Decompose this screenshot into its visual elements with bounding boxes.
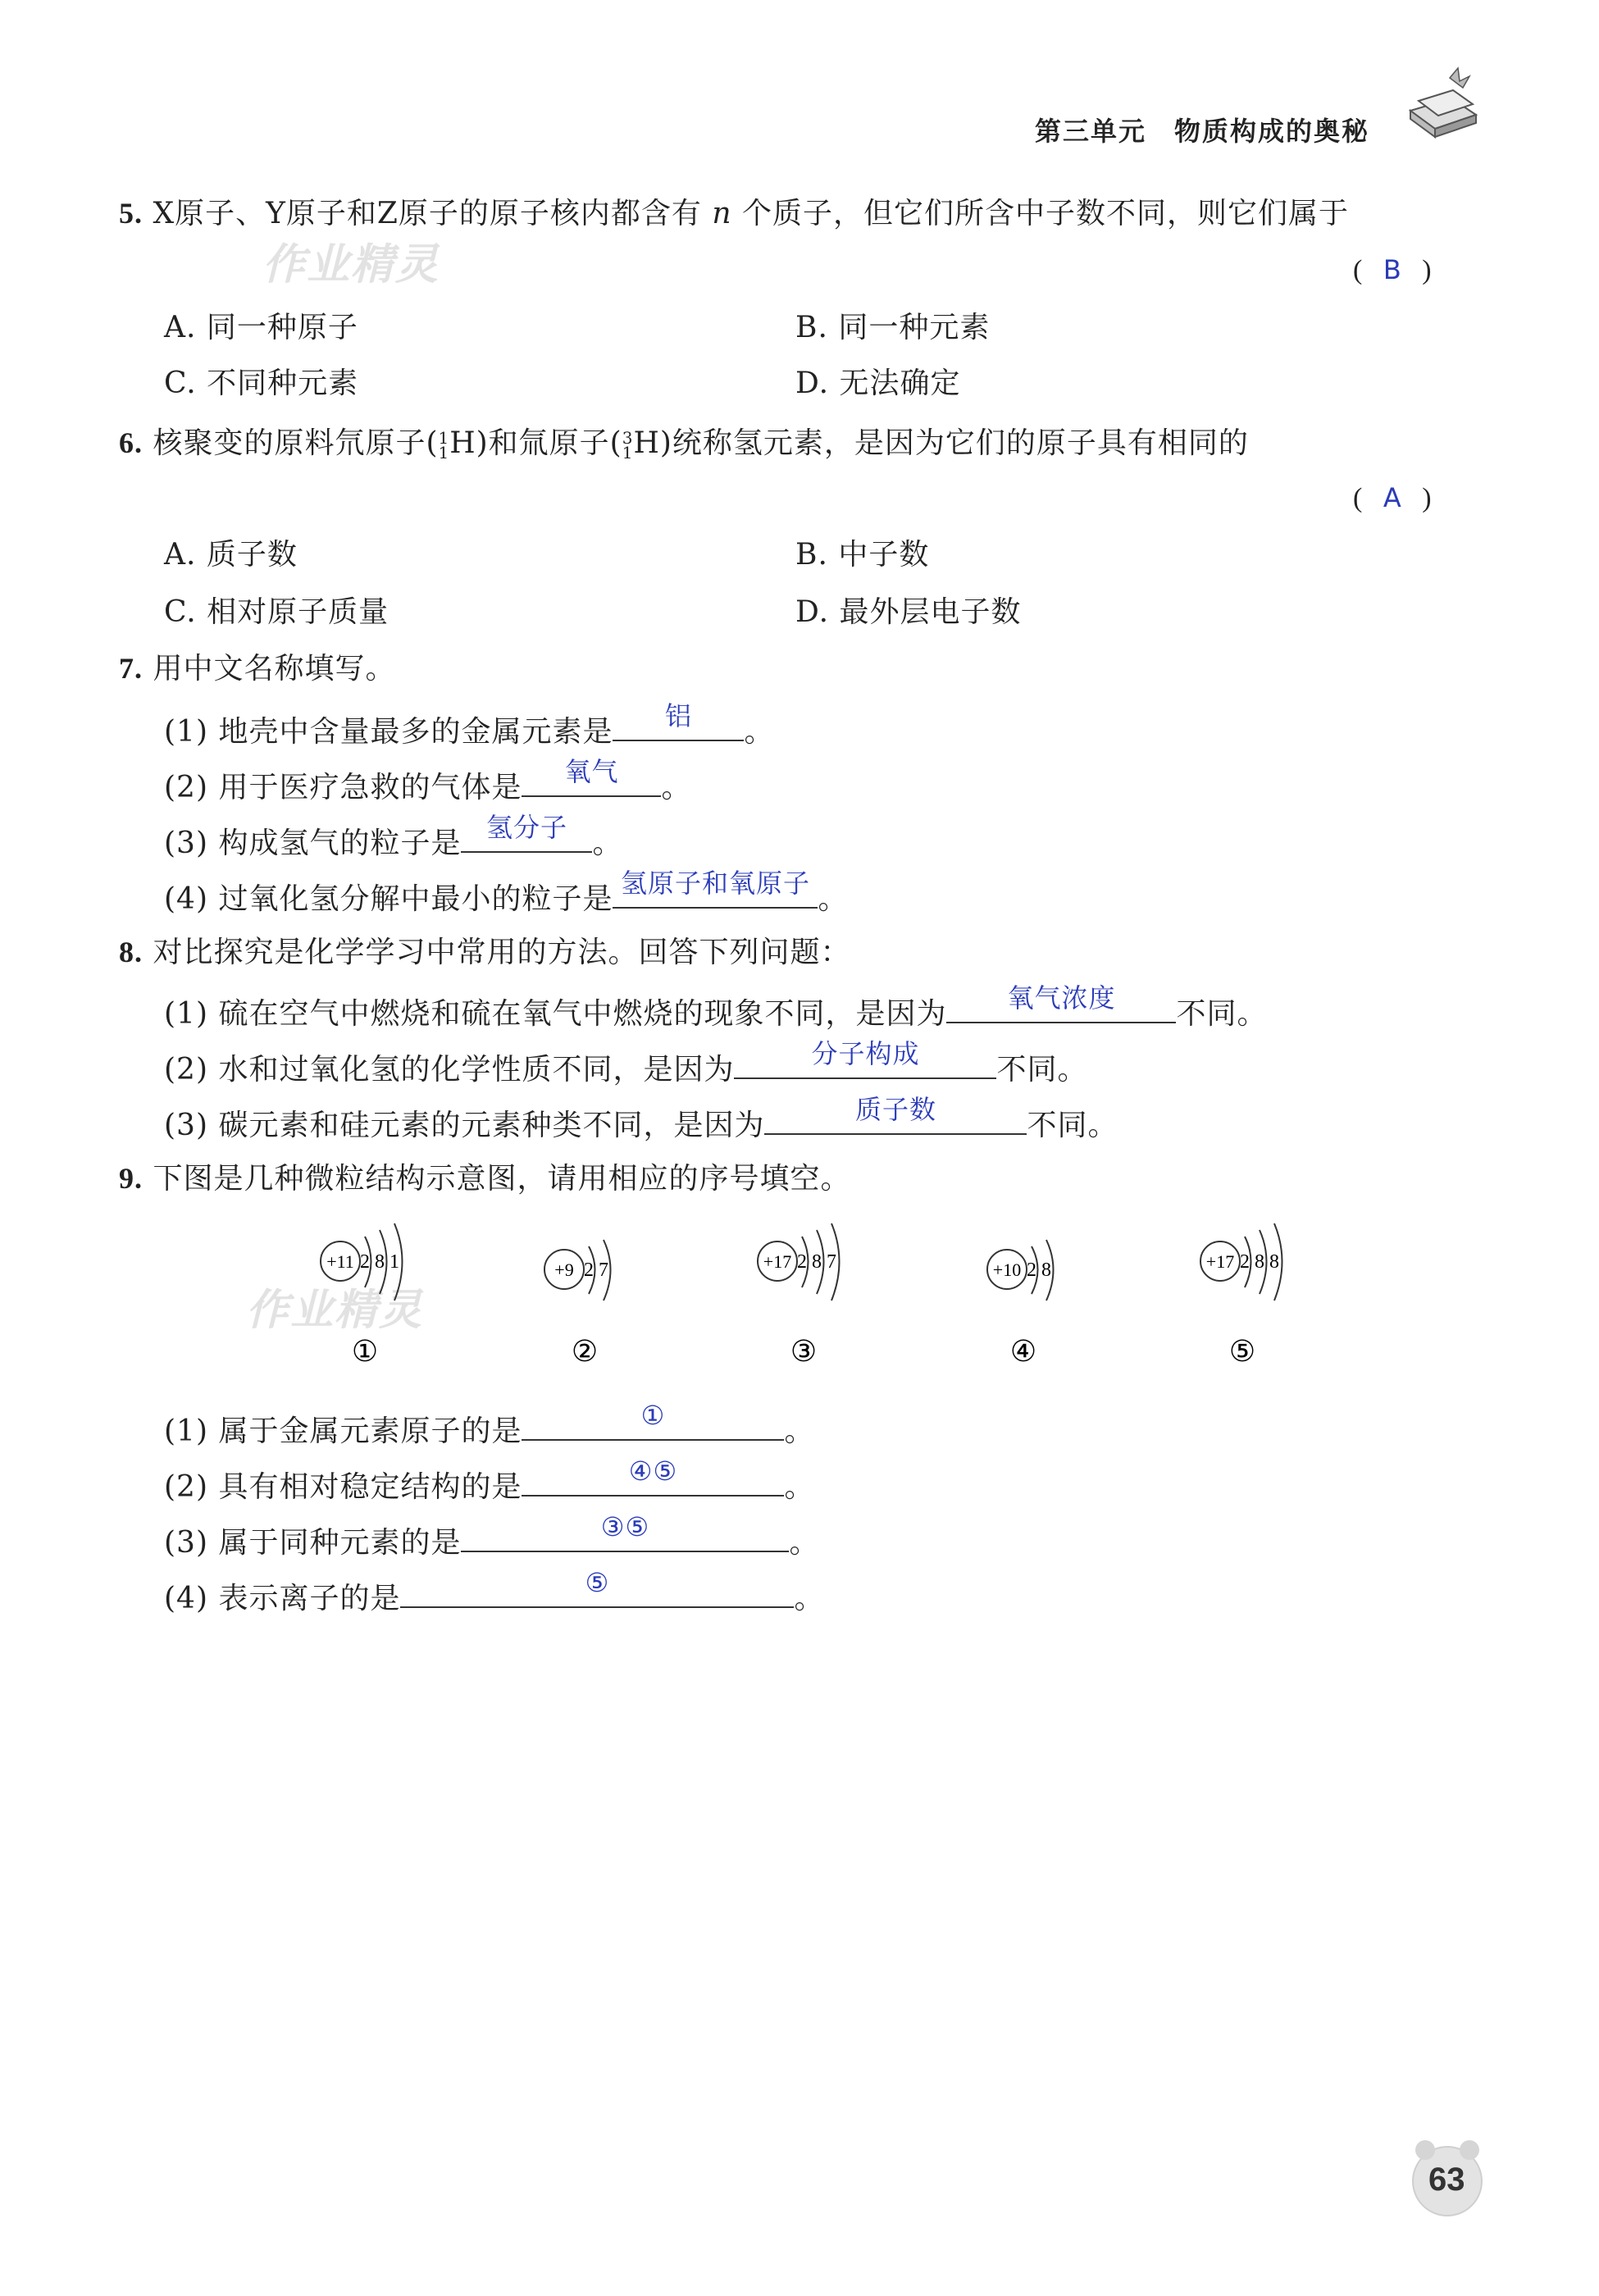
- answer-blank[interactable]: [613, 700, 744, 741]
- item-label: (3) 碳元素和硅元素的元素种类不同，是因为: [164, 1109, 765, 1142]
- handwritten-answer: 氢分子: [485, 812, 567, 843]
- fill-item: [164, 812, 623, 864]
- item-label: (2) 水和过氧化氢的化学性质不同，是因为: [164, 1053, 735, 1086]
- stem-text: 对比探究是化学学习中常用的方法。回答下列问题：: [153, 936, 851, 969]
- answer-blank[interactable]: [522, 1456, 784, 1496]
- handwritten-answer: 氧气: [564, 756, 619, 787]
- stem-text: 核聚变的原料氘原子(: [153, 426, 439, 460]
- element-symbol: H: [633, 426, 660, 460]
- running-header: 第三单元 物质构成的奥秘: [1035, 116, 1370, 147]
- answer-blank[interactable]: [461, 1511, 789, 1552]
- fill-item: [164, 1038, 1088, 1091]
- particle-structure-diagrams: [0, 1214, 1599, 1378]
- question-number: 9.: [119, 1162, 143, 1195]
- nucleus-charge: +10: [992, 1260, 1022, 1280]
- nucleus-charge: +17: [763, 1251, 792, 1272]
- question-number: 6.: [119, 426, 143, 459]
- diagram-label: ①: [351, 1335, 379, 1369]
- atomic-number: 1: [438, 443, 450, 462]
- answer-blank[interactable]: [400, 1567, 794, 1608]
- diagram-label: ④: [1009, 1335, 1037, 1369]
- atomic-number: 1: [622, 443, 634, 462]
- item-label: (1) 硫在空气中燃烧和硫在氧气中燃烧的现象不同，是因为: [164, 997, 947, 1031]
- option-a: A. 同一种原子: [164, 311, 358, 344]
- question-number: 7.: [119, 652, 143, 685]
- handwritten-answer: 氧气浓度: [1007, 982, 1116, 1014]
- handwritten-answer: A: [1383, 482, 1401, 513]
- question-8-stem: [119, 932, 850, 973]
- fill-item: [164, 756, 692, 809]
- item-end: 。: [789, 1526, 820, 1560]
- watermark-text: 作业精灵: [246, 1286, 424, 1335]
- option-d: D. 无法确定: [795, 367, 961, 400]
- handwritten-answer: ③⑤: [600, 1511, 650, 1542]
- question-5-stem: [119, 193, 1349, 235]
- watermark-text: 作业精灵: [262, 240, 440, 289]
- item-label: (1) 属于金属元素原子的是: [164, 1414, 522, 1448]
- question-6-stem: [119, 422, 1249, 464]
- stem-text: X原子、Y原子和Z原子的原子核内都含有: [153, 197, 702, 230]
- diagram-label: ⑤: [1228, 1335, 1256, 1369]
- element-symbol: H: [449, 426, 476, 460]
- item-end: 。: [818, 882, 849, 916]
- option-d: D. 最外层电子数: [795, 595, 1022, 629]
- electron-shells: 2 8 8: [1240, 1251, 1279, 1273]
- handwritten-answer: ④⑤: [628, 1456, 678, 1487]
- mass-number: 3: [622, 428, 634, 448]
- question-7-stem: [119, 648, 395, 690]
- item-end: 。: [592, 827, 623, 860]
- answer-blank[interactable]: [946, 982, 1176, 1023]
- stem-text: )和氚原子(: [476, 426, 622, 460]
- answer-blank[interactable]: [461, 812, 592, 853]
- item-label: (4) 表示离子的是: [164, 1582, 401, 1615]
- item-end: 不同。: [996, 1053, 1088, 1086]
- option-c: C. 不同种元素: [164, 367, 359, 400]
- answer-blank[interactable]: [522, 756, 661, 797]
- handwritten-answer: 分子构成: [811, 1038, 920, 1069]
- item-label: (2) 具有相对稳定结构的是: [164, 1470, 522, 1504]
- electron-shells: 2 8 1: [360, 1251, 399, 1273]
- handwritten-answer: ⑤: [585, 1567, 610, 1598]
- handwritten-answer: 铝: [664, 700, 692, 731]
- fill-item: [164, 700, 775, 753]
- item-end: 不同。: [1027, 1109, 1118, 1142]
- fill-item: [164, 868, 849, 920]
- fill-item: [164, 1456, 815, 1508]
- option-b: B. 中子数: [795, 538, 930, 572]
- item-end: 不同。: [1176, 997, 1268, 1031]
- answer-bracket: ( A ): [1353, 482, 1432, 513]
- nucleus-charge: +11: [326, 1251, 354, 1272]
- item-label: (3) 属于同种元素的是: [164, 1526, 462, 1560]
- answer-blank[interactable]: [522, 1400, 784, 1441]
- variable: n: [712, 197, 732, 230]
- handwritten-answer: 氢原子和氧原子: [620, 868, 810, 899]
- fill-item: [164, 1511, 820, 1564]
- option-a: A. 质子数: [164, 538, 298, 572]
- nucleus-charge: +17: [1205, 1251, 1235, 1272]
- answer-blank[interactable]: [613, 868, 818, 909]
- book-stack-icon: [1394, 61, 1484, 152]
- particle-diagram-1: [321, 1223, 403, 1301]
- fill-item: [164, 982, 1268, 1035]
- item-label: (2) 用于医疗急救的气体是: [164, 771, 522, 804]
- item-label: (4) 过氧化氢分解中最小的粒子是: [164, 882, 613, 916]
- answer-blank[interactable]: [764, 1094, 1027, 1135]
- electron-shells: 2 7: [584, 1260, 608, 1281]
- question-number: 8.: [119, 936, 143, 968]
- diagram-label: ③: [790, 1335, 818, 1369]
- item-label: (3) 构成氢气的粒子是: [164, 827, 462, 860]
- item-end: 。: [744, 715, 775, 749]
- answer-bracket: ( B ): [1353, 254, 1432, 285]
- item-label: (1) 地壳中含量最多的金属元素是: [164, 715, 613, 749]
- fill-item: [164, 1094, 1118, 1146]
- answer-blank[interactable]: [734, 1038, 996, 1079]
- item-end: 。: [661, 771, 692, 804]
- handwritten-answer: ①: [640, 1400, 666, 1431]
- particle-diagram-4: [987, 1240, 1054, 1301]
- fill-item: [164, 1400, 815, 1452]
- particle-diagram-2: [544, 1240, 611, 1301]
- question-9-stem: [119, 1158, 850, 1200]
- stem-text: 个质子，但它们所含中子数不同，则它们属于: [741, 197, 1349, 230]
- mass-number: 1: [438, 428, 450, 448]
- fill-item: [164, 1567, 825, 1620]
- handwritten-answer: B: [1383, 254, 1401, 285]
- item-end: 。: [784, 1414, 815, 1448]
- stem-text: )统称氢元素，是因为它们的原子具有相同的: [659, 426, 1249, 460]
- particle-diagram-5: [1200, 1223, 1282, 1301]
- page-number: 63: [1428, 2162, 1465, 2198]
- question-number: 5.: [119, 197, 143, 230]
- item-end: 。: [784, 1470, 815, 1504]
- item-end: 。: [794, 1582, 825, 1615]
- electron-shells: 2 8: [1027, 1260, 1051, 1281]
- particle-diagram-3: [758, 1223, 840, 1301]
- stem-text: 下图是几种微粒结构示意图，请用相应的序号填空。: [153, 1162, 851, 1196]
- nucleus-charge: +9: [554, 1260, 574, 1280]
- option-b: B. 同一种元素: [795, 311, 991, 344]
- option-c: C. 相对原子质量: [164, 595, 390, 629]
- handwritten-answer: 质子数: [854, 1094, 936, 1125]
- diagram-label: ②: [571, 1335, 599, 1369]
- stem-text: 用中文名称填写。: [153, 652, 396, 686]
- electron-shells: 2 8 7: [797, 1251, 836, 1273]
